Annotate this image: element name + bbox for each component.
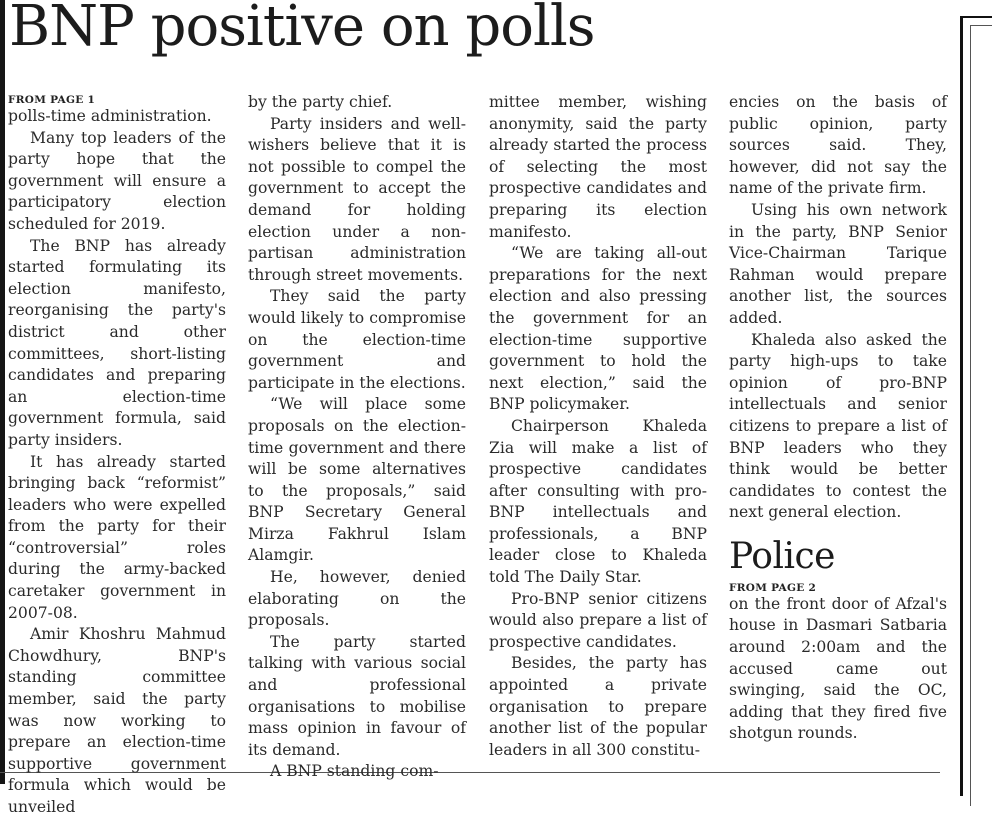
paragraph: It has already started bringing back “reformist” leaders who were expelled from the party for their “controversial” roles during the army-backed caretaker government in 2007-08. — [8, 452, 226, 622]
paragraph: encies on the basis of public opinion, party sources said. They, however, did not say the name of the private firm. — [729, 93, 947, 198]
police-article — [729, 534, 947, 745]
paragraph: “We will place some proposals on the election-time government and there will be some alternatives to the proposals,” said BNP Secretary General Mirza Fakhrul Islam Alamgir. — [248, 395, 466, 565]
paragraph: Pro-BNP senior citizens would also prepare a list of prospective candidates. — [489, 589, 707, 651]
paragraph: The BNP has already started formulating its election manifesto, reorganising the party's district and other committees, short-listing candidates and preparing an election-time government formula, said party insiders. — [8, 236, 226, 449]
paragraph: Amir Khoshru Mahmud Chowdhury, BNP's standing committee member, said the party was now working to prepare an election-time supportive government formula which would be unveiled — [8, 625, 226, 816]
paragraph: Chairperson Khaleda Zia will make a list of prospective candidates after consulting with pro-BNP intellectuals and professionals, a BNP leader close to Khaleda told The Daily Star. — [489, 416, 707, 587]
continued-from-tag: FROM PAGE 2 — [729, 581, 817, 594]
continued-from-tag: FROM PAGE 1 — [8, 94, 96, 106]
paragraph: The party started talking with various social and professional organisations to mobilise mass opinion in favour of its demand. — [248, 632, 466, 759]
paragraph: on the front door of Afzal's house in Dasmari Satbaria around 2:00am and the accused came out swinging, said the OC, adding that they fired five shotgun rounds. — [729, 594, 947, 743]
adjacent-article-border — [960, 16, 992, 796]
left-column-rule — [0, 0, 5, 784]
paragraph: He, however, denied elaborating on the proposals. — [248, 568, 466, 630]
paragraph: Party insiders and well-wishers believe that it is not possible to compel the government to accept the demand for holding election under a non-partisan administration through street movements. — [248, 114, 466, 284]
column-2 — [248, 92, 466, 783]
adjacent-article-inner-border — [970, 25, 992, 806]
paragraph: Khaleda also asked the party high-ups to take opinion of pro-BNP intellectuals and senior citizens to prepare a list of BNP leaders who they think would be better candidates to contest the next general election. — [729, 330, 947, 522]
paragraph: polls-time administration. — [8, 107, 212, 125]
paragraph: They said the party would likely to compromise on the election-time government and participate in the elections. — [248, 287, 466, 392]
paragraph: mittee member, wishing anonymity, said the party already started the process of selecting the most prospective candidates and preparing its election manifesto. — [489, 93, 707, 241]
paragraph: Many top leaders of the party hope that the government will ensure a participatory election scheduled for 2019. — [8, 128, 226, 233]
paragraph: A BNP standing com- — [270, 762, 439, 781]
paragraph: “We are taking all-out preparations for the next election and also pressing the government for an election-time supportive government to hold the next election,” said the BNP policymaker. — [489, 244, 707, 414]
paragraph: Using his own network in the party, BNP Senior Vice-Chairman Tarique Rahman would prepare another list, the sources added. — [729, 200, 947, 327]
paragraph: by the party chief. — [248, 93, 393, 111]
column-1 — [8, 92, 226, 819]
column-3 — [489, 92, 707, 761]
column-4 — [729, 92, 947, 745]
article-headline: BNP positive on polls — [9, 0, 595, 59]
police-headline: Police — [729, 535, 835, 577]
paragraph: Besides, the party has appointed a private organisation to prepare another list of the popular leaders in all 300 constitu- — [489, 654, 707, 759]
